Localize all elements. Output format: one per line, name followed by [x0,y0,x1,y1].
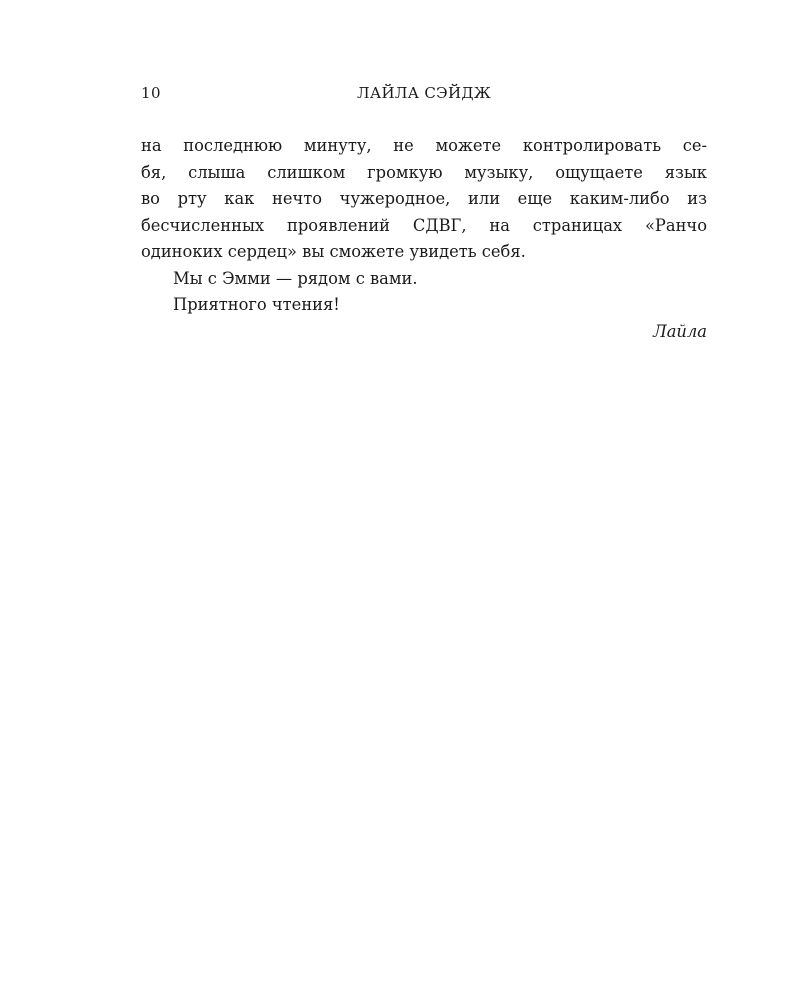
paragraph-line: Мы с Эмми — рядом с вами. [173,268,418,288]
text-line: во рту как нечто чужеродное, или еще каким-либо из [141,189,707,208]
author-signature: Лайла [653,321,707,341]
text-line: одиноких сердец» вы сможете увидеть себя. [141,242,526,261]
paragraph-line: Приятного чтения! [173,295,340,314]
body-text [141,133,707,345]
running-header [141,82,707,104]
text-line: бесчисленных проявлений СДВГ, на страницах «Ранчо [141,215,707,235]
running-title: ЛАЙЛА СЭЙДЖ [357,84,491,102]
text-line: на последнюю минуту, не можете контролировать се- [141,136,707,155]
text-line: бя, слыша слишком громкую музыку, ощущаете язык [141,162,707,182]
page-number: 10 [141,84,162,102]
